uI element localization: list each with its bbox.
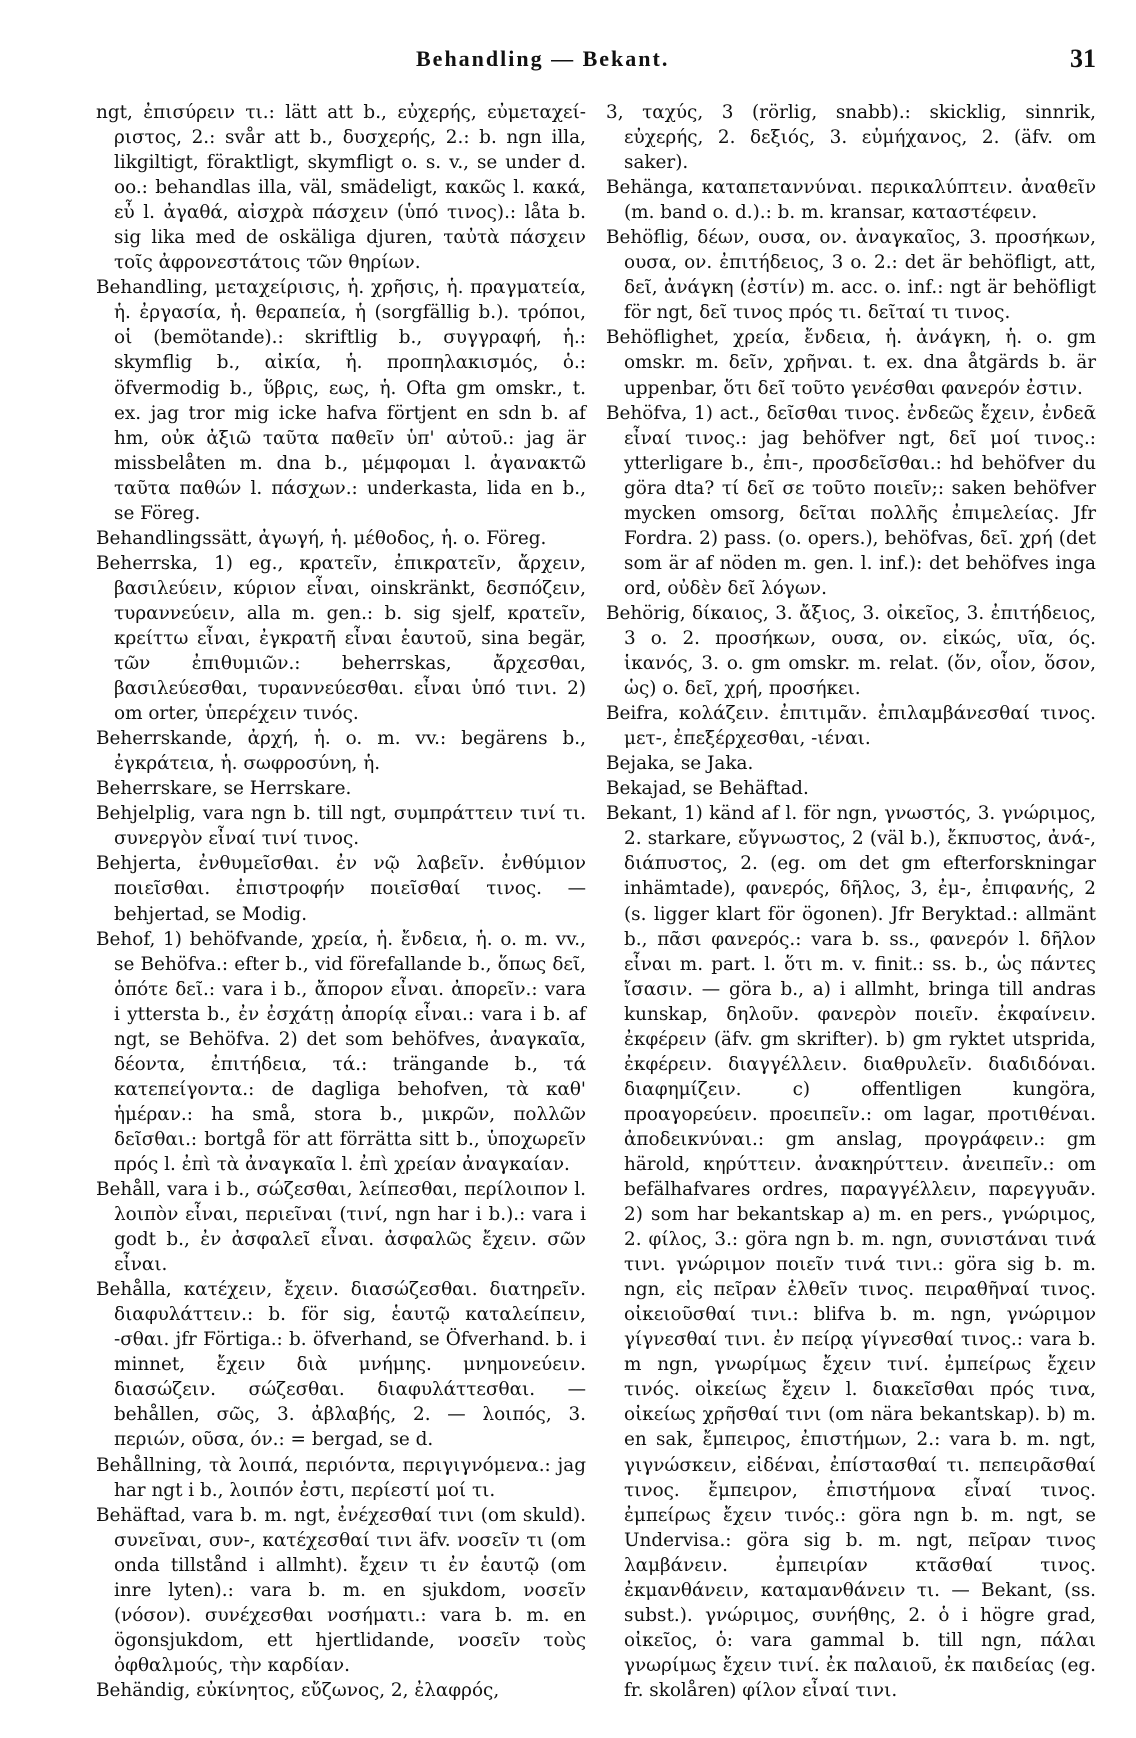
dictionary-entry: Behäftad, vara b. m. ngt, ἐνέχεσθαί τινι (om skuld). συνεῖναι, συν-, κατέχεσθαί τινι äfv. νοσεῖν τι (om onda tillstånd i allmht). ἔχειν τι ἐν ἑαυτῷ (om inre lyten).: vara b. m. en sjukdom, νοσεῖν (νόσον). συνέχεσθαι νοσήματι.: vara b. m. en ögonsjukdom, ett hjertlidande, νοσεῖν τοὺς ὀφθαλμούς, τὴν καρδίαν. xyxy=(96,1504,592,1676)
dictionary-entry: Behjelplig, vara ngn b. till ngt, συμπράττειν τινί τι. συνεργὸν εἶναί τινί τινος. xyxy=(96,803,592,850)
dictionary-entry: Behöflig, δέων, ουσα, ον. ἀναγκαῖος, 3. προσήκων, ουσα, ον. ἐπιτήδειος, 3 o. 2.: det är behöfligt, att, δεῖ, ἀνάγκη (ἐστίν) m. acc. o. inf.: ngt är behöfligt för ngt, δεῖ τινος πρός τι. δεῖταί τι τινος. xyxy=(606,227,1102,324)
dictionary-entry: Behändig, εὐκίνητος, εὔζωνος, 2, ἐλαφρός, xyxy=(96,1679,500,1701)
dictionary-entry: Behörig, δίκαιος, 3. ἄξιος, 3. οἰκεῖος, 3. ἐπιτήδειος, 3 o. 2. προσήκων, ουσα, ον. εἰκώς, υῖα, ός. ἱκανός, 3. o. gm omskr. m. relat. (ὅν, οἷον, ὅσον, ὡς) o. δεῖ, χρή, προσήκει. xyxy=(606,602,1102,700)
dictionary-entry: Behöflighet, χρεία, ἔνδεια, ἡ. ἀνάγκη, ἡ. o. gm omskr. m. δεῖν, χρῆναι. t. ex. dna åtgärds b. är uppenbar, ὅτι δεῖ τοῦτο γενέσθαι φανερόν ἐστιν. xyxy=(606,327,1102,399)
dictionary-entry: ngt, ἐπισύρειν τι.: lätt att b., εὐχερής, εὐμεταχεί-ριστος, 2.: svår att b., δυσχερής, 2.: b. ngn illa, likgiltigt, föraktligt, skymfligt o. s. v., se under d. oo.: behandlas illa, väl, smädeligt, κακῶς l. κακά, εὖ l. ἀγαθά, αἰσχρὰ πάσχειν (ὑπό τινος).: låta b. sig lika med de oskäliga djuren, ταὐτὰ πάσχειν τοῖς ἀφρονεστάτοις τῶν θηρίων. xyxy=(96,102,592,274)
dictionary-entry: Beherrskande, ἀρχή, ἡ. o. m. vv.: begärens b., ἐγκράτεια, ἡ. σωφροσύνη, ἡ. xyxy=(96,728,592,775)
dictionary-entry: Behandling, μεταχείρισις, ἡ. χρῆσις, ἡ. πραγματεία, ἡ. ἐργασία, ἡ. θεραπεία, ἡ (sorgfällig b.). τρόποι, οἱ (bemötande).: skriftlig b., συγγραφή, ἡ.: skymflig b., αἰκία, ἡ. προπηλακισμός, ὁ.: öfvermodig b., ὕβρις, εως, ἡ. Ofta gm omskr., t. ex. jag tror mig icke hafva förtjent en sdn b. af hm, οὐκ ἀξιῶ ταῦτα παθεῖν ὑπ' αὐτοῦ.: jag är missbelåten m. dna b., μέμφομαι l. ἀγανακτῶ ταῦτα παθών l. πάσχων.: underkasta, lida en b., se Föreg. xyxy=(96,277,592,524)
dictionary-entry: Behjerta, ἐνθυμεῖσθαι. ἐν νῷ λαβεῖν. ἐνθύμιον ποιεῖσθαι. ἐπιστροφήν ποιεῖσθαί τινος. — behjertad, se Modig. xyxy=(96,853,592,925)
dictionary-entry: Behof, 1) behöfvande, χρεία, ἡ. ἔνδεια, ἡ. o. m. vv., se Behöfva.: efter b., vid förefallande b., ὅπως δεῖ, ὁπότε δεῖ.: vara i b., ἄπορον εἶναι. ἀπορεῖν.: vara i yttersta b., ἐν ἐσχάτῃ ἀπορίᾳ εἶναι.: vara i b. af ngt, se Behöfva. 2) det som behöfves, ἀναγκαῖα, δέοντα, ἐπιτήδεια, τά.: trängande b., τά κατεπείγοντα.: de dagliga behofven, τὰ καθ' ἡμέραν.: ha små, stora b., μικρῶν, πολλῶν δεῖσθαι.: bortgå för att förrätta sitt b., ὑποχωρεῖν πρός l. ἐπὶ τὰ ἀναγκαῖα l. ἐπὶ χρείαν ἀναγκαίαν. xyxy=(96,928,592,1175)
dictionary-entry: Bekant, 1) känd af l. för ngn, γνωστός, 3. γνώριμος, 2. starkare, εὔγνωστος, 2 (väl b.), ἔκπυστος, ἀνά-, διάπυστος, 2. (eg. om det gm efterforskningar inhämtade), φανερός, δῆλος, 3, ἐμ-, ἐπιφανής, 2 (s. ligger klart för ögonen). Jfr Beryktad.: allmänt b., πᾶσι φανερός.: vara b. ss., φανερόν l. δῆλον εἶναι m. part. l. ὅτι m. v. finit.: ss. b., ὡς πάντες ἴσασιν. — göra b., a) i allmht, bringa till andras kunskap, δηλοῦν. φανερὸν ποιεῖν. ἐκφαίνειν. ἐκφέρειν (äfv. gm skrifter). b) gm ryktet utsprida, ἐκφέρειν. διαγγέλλειν. διαθρυλεῖν. διαδιδόναι. διαφημίζειν. c) offentligen kungöra, προαγορεύειν. προειπεῖν.: om lagar, προτιθέναι. ἀποδεικνύναι.: gm anslag, προγράφειν.: gm härold, κηρύττειν. ἀνακηρύττειν. ἀνειπεῖν.: om befälhafvares ordres, παραγγέλλειν, παρεγγυᾶν. 2) som har bekantskap a) m. en pers., γνώριμος, 2. φίλος, 3.: göra ngn b. m. ngn, συνιστάναι τινά τινι. γνώριμον ποιεῖν τινά τινι.: göra sig b. m. ngn, εἰς πεῖραν ἐλθεῖν τινος. πειραθῆναί τινος. οἰκειοῦσθαί τινι.: blifva b. m. ngn, γνώριμον γίγνεσθαί τινι. ἐν πείρᾳ γίγνεσθαί τινος.: vara b. m ngn, γνωρίμως ἔχειν τινί. ἐμπείρως ἔχειν τινός. οἰκείως ἔχειν l. διακεῖσθαι πρός τινα, οἰκείως χρῆσθαί τινι (om nära bekantskap). b) m. en sak, ἔμπειρος, ἐπιστήμων, 2.: vara b. m. ngt, γιγνώσκειν, εἰδέναι, ἐπίστασθαί τι. πεπειρᾶσθαί τινος. ἔμπειρον, ἐπιστήμονα εἶναί τινος. ἐμπείρως ἔχειν τινός.: göra ngn b. m. ngt, se Undervisa.: göra sig b. m. ngt, πεῖραν τινος λαμβάνειν. ἐμπειρίαν κτᾶσθαί τινος. ἐκμανθάνειν, καταμανθάνειν τι. — Bekant, (ss. subst.). γνώριμος, συνήθης, 2. ὁ i högre grad, οἰκεῖος, ὁ: vara gammal b. till ngn, πάλαι γνωρίμως ἔχειν τινί. ἐκ παλαιοῦ, ἐκ παιδείας (eg. fr. skolåren) φίλον εἶναί τινι. xyxy=(606,803,1102,1701)
dictionary-entry: Behöfva, 1) act., δεῖσθαι τινος. ἐνδεῶς ἔχειν, ἐνδεᾶ εἶναί τινος.: jag behöfver ngt, δεῖ μοί τινος.: ytterligare b., ἐπι-, προσδεῖσθαι.: hd behöfver du göra dta? τί δεῖ σε τοῦτο ποιεῖν;: saken behöfver mycken omsorg, δεῖται πολλῆς ἐπιμελείας. Jfr Fordra. 2) pass. (o. opers.), behöfvas, δεῖ. χρή (det som är af nöden m. gen. l. inf.): det behöfves inga ord, οὐδὲν δεῖ λόγων. xyxy=(606,402,1102,599)
dictionary-entry: Bejaka, se Jaka. xyxy=(606,753,754,775)
dictionary-entry: Behåll, vara i b., σώζεσθαι, λείπεσθαι, περίλοιπον l. λοιπὸν εἶναι, περιεῖναι (τινί, ngn har i b.).: vara i godt b., ἐν ἀσφαλεῖ εἶναι. ἀσφαλῶς ἔχειν. σῶν εἶναι. xyxy=(96,1179,592,1276)
dictionary-entry: Beifra, κολάζειν. ἐπιτιμᾶν. ἐπιλαμβάνεσθαί τινος. μετ-, ἐπεξέρχεσθαι, -ιέναι. xyxy=(606,703,1102,750)
dictionary-entry: Behållning, τὰ λοιπά, περιόντα, περιγιγνόμενα.: jag har ngt i b., λοιπόν ἐστι, περίεστί μοί τι. xyxy=(96,1454,592,1501)
page-number: 31 xyxy=(1070,44,1096,73)
dictionary-entry: Behandlingssätt, ἀγωγή, ἡ. μέθοδος, ἡ. o. Föreg. xyxy=(96,527,547,549)
page-header-title: Behandling — Bekant. xyxy=(416,46,670,71)
right-column xyxy=(606,100,1102,1703)
dictionary-entry: Bekajad, se Behäftad. xyxy=(606,778,809,800)
dictionary-entry: Behålla, κατέχειν, ἔχειν. διασώζεσθαι. διατηρεῖν. διαφυλάττειν.: b. för sig, ἑαυτῷ καταλείπειν, -σθαι. jfr Förtiga.: b. öfverhand, se Öfverhand. b. i minnet, ἔχειν διὰ μνήμης. μνημονεύειν. διασώζειν. σώζεσθαι. διαφυλάττεσθαι. — behållen, σῶς, 3. ἀβλαβής, 2. — λοιπός, 3. περιών, οῦσα, όν.: = bergad, se d. xyxy=(96,1279,592,1451)
dictionary-entry: Beherrskare, se Herrskare. xyxy=(96,778,352,800)
dictionary-entry: Behänga, καταπεταννύναι. περικαλύπτειν. ἀναθεῖν (m. band o. d.).: b. m. kransar, καταστέφειν. xyxy=(606,177,1102,224)
left-column xyxy=(96,100,592,1703)
dictionary-entry: 3, ταχύς, 3 (rörlig, snabb).: skicklig, sinnrik, εὐχερής, 2. δεξιός, 3. εὐμήχανος, 2. (äfv. om saker). xyxy=(606,102,1102,174)
dictionary-entry: Beherrska, 1) eg., κρατεῖν, ἐπικρατεῖν, ἄρχειν, βασιλεύειν, κύριον εἶναι, oinskränkt, δεσπόζειν, τυραννεύειν, alla m. gen.: b. sig sjelf, κρατεῖν, κρείττω εἶναι, ἐγκρατῆ εἶναι ἑαυτοῦ, sina begär, τῶν ἐπιθυμιῶν.: beherrskas, ἄρχεσθαι, βασιλεύεσθαι, τυραννεύεσθαι. εἶναι ὑπό τινι. 2) om orter, ὑπερέχειν τινός. xyxy=(96,552,592,725)
running-head xyxy=(96,46,1096,80)
